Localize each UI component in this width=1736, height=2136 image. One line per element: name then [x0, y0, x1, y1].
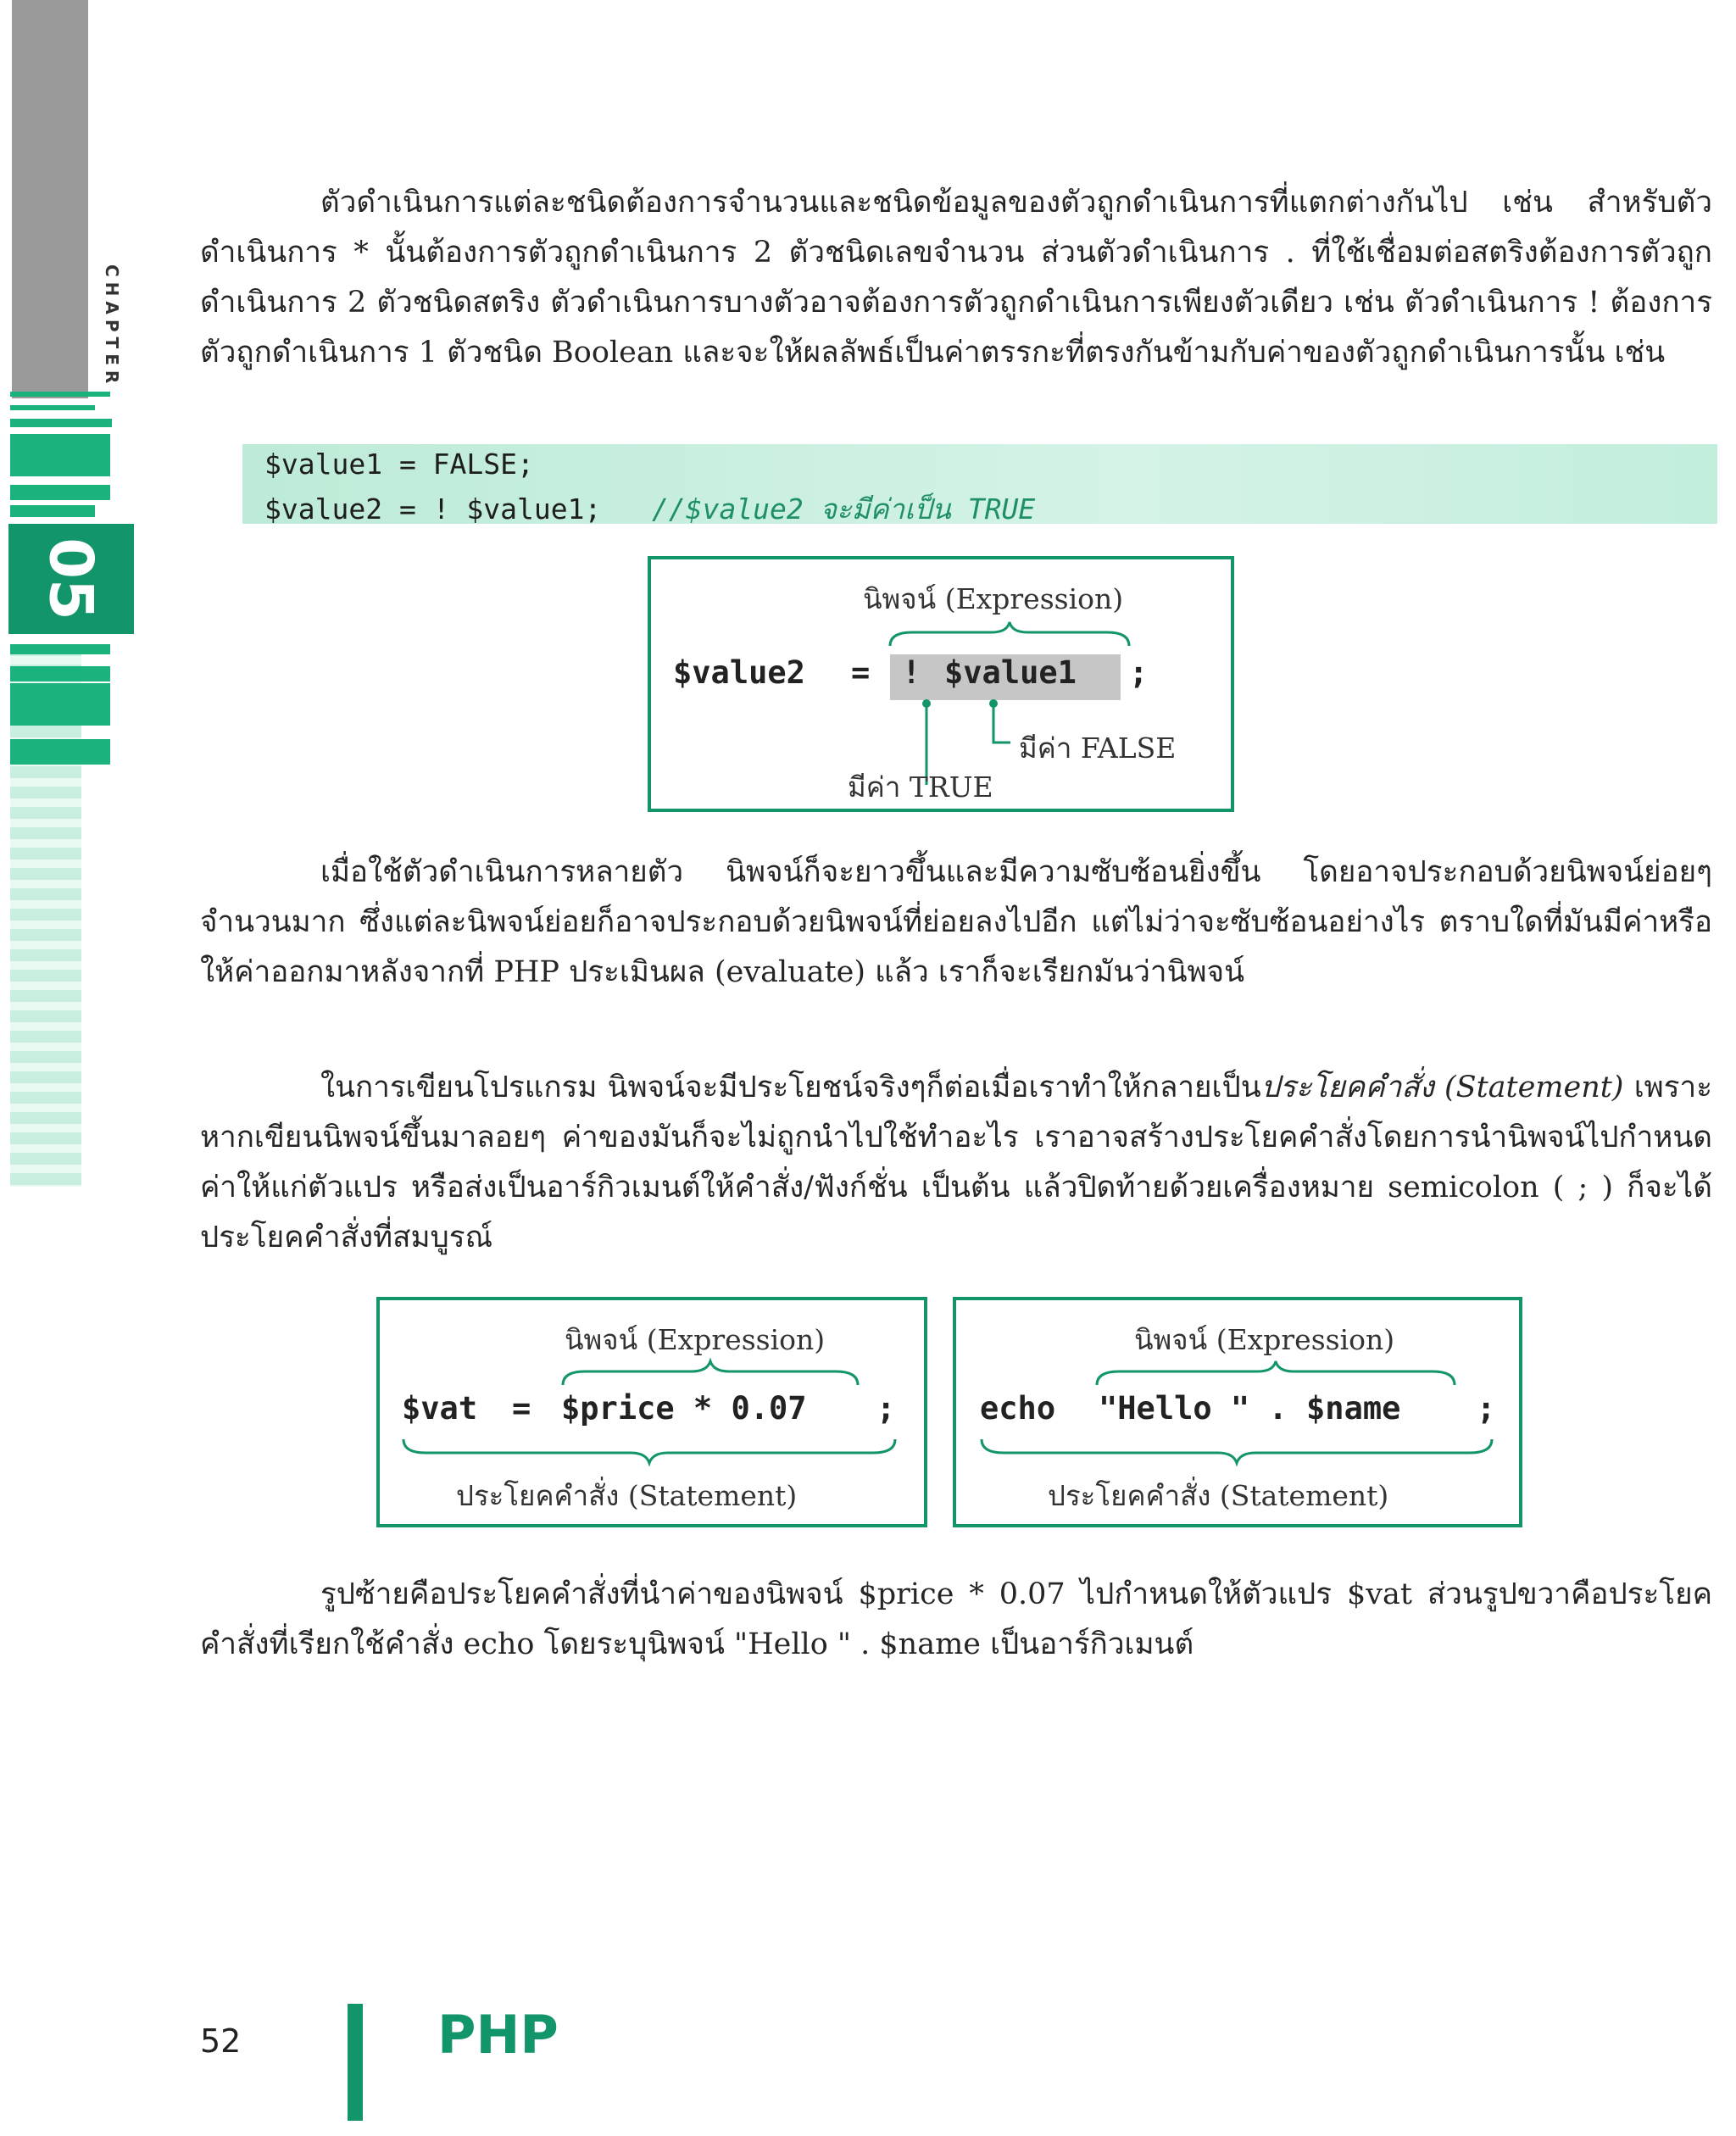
code-line-2 — [264, 487, 1035, 531]
expression-diagram-not — [648, 556, 1234, 812]
chapter-number: 05 — [36, 537, 106, 620]
paragraph-operators: ตัวดำเนินการแต่ละชนิดต้องการจำนวนและชนิดข้อมูลของตัวถูกดำเนินการที่แตกต่างกันไป เช่น สำหรับตัวดำเนินการ * นั้นต้องการตัวถูกดำเนินการ 2 ตัวชนิดเลขจำนวน ส่วนตัวดำเนินการ . ที่ใช้เชื่อมต่อสตริงต้องการตัวถูกดำเนินการ 2 ตัวชนิดสตริง ตัวดำเนินการบางตัวอาจต้องการตัวถูกดำเนินการเพียงตัวเดียว เช่น ตัวดำเนินการ ! ต้องการตัวถูกดำเนินการ 1 ตัวชนิด Boolean และจะให้ผลลัพธ์เป็นค่าตรรกะที่ตรงกันข้ามกับค่าของตัวถูกดำเนินการนั้น เช่น — [200, 186, 1712, 370]
expression-brace — [1093, 1358, 1458, 1388]
sidebar-gray-band — [12, 0, 88, 398]
sidebar-stripe — [10, 485, 110, 500]
sidebar-lower-band — [10, 644, 81, 1187]
chapter-label: CHAPTER — [102, 264, 122, 389]
annotation-true: มีค่า TRUE — [848, 770, 993, 804]
expression-code: $price * 0.07 — [561, 1390, 807, 1427]
expression-brace — [887, 619, 1132, 649]
not-operator: ! — [902, 654, 921, 691]
assign-operator: = — [512, 1390, 531, 1427]
paragraph-diagram-caption: รูปซ้ายคือประโยคคำสั่งที่นำค่าของนิพจน์ $price * 0.07 ไปกำหนดให้ตัวแปร $vat ส่วนรูปขวาคือประโยคคำสั่งที่เรียกใช้คำสั่ง echo โดยระบุนิพจน์ "Hello " . $name เป็นอาร์กิวเมนต์ — [200, 1577, 1712, 1661]
annotation-false: มีค่า FALSE — [1019, 731, 1177, 765]
paragraph-statements-part-b: เพราะหากเขียนนิพจน์ขึ้นมาลอยๆ ค่าของมันก็จะไม่ถูกนำไปใช้ทำอะไร เราอาจสร้างประโยคคำสั่งโดยการนำนิพจน์ไปกำหนดค่าให้แก่ตัวแปร หรือส่งเป็นอาร์กิวเมนต์ให้คำสั่ง/ฟังก์ชั่น เป็นต้น แล้วปิดท้ายด้วยเครื่องหมาย semicolon ( ; ) ก็จะได้ประโยคคำสั่งที่สมบูรณ์ — [200, 1071, 1712, 1254]
footer-bar — [348, 2004, 363, 2121]
statement-brace — [978, 1436, 1497, 1466]
code-line-1: $value1 = FALSE; — [264, 448, 534, 481]
statement-label: ประโยคคำสั่ง (Statement) — [1048, 1479, 1389, 1512]
assign-operator: = — [851, 654, 871, 691]
sidebar-green-block — [10, 739, 110, 765]
expression-brace — [559, 1358, 861, 1388]
sidebar-stripe — [10, 419, 112, 427]
expression-label: นิพจน์ (Expression) — [565, 1323, 826, 1356]
statement-diagram-echo — [953, 1297, 1522, 1527]
sidebar-green-block — [10, 666, 110, 681]
statement-semicolon: ; — [1129, 654, 1149, 691]
statement-term: ประโยคคำสั่ง (Statement) — [1260, 1071, 1624, 1104]
code-line-2-comment: //$value2 จะมีค่าเป็น TRUE — [651, 492, 1036, 526]
operand-variable: $value1 — [944, 654, 1077, 691]
sidebar-green-block — [10, 434, 110, 476]
code-line-2-statement: $value2 = ! $value1; — [264, 492, 602, 526]
sidebar-green-block — [10, 644, 110, 654]
paragraph-complex-expressions: เมื่อใช้ตัวดำเนินการหลายตัว นิพจน์ก็จะยาวขึ้นและมีความซับซ้อนยิ่งขึ้น โดยอาจประกอบด้วยนิพจน์ย่อยๆจำนวนมาก ซึ่งแต่ละนิพจน์ย่อยก็อาจประกอบด้วยนิพจน์ที่ย่อยลงไปอีก แต่ไม่ว่าจะซับซ้อนอย่างไร ตราบใดที่มันมีค่าหรือให้ค่าออกมาหลังจากที่ PHP ประเมินผล (evaluate) แล้ว เราก็จะเรียกมันว่านิพจน์ — [200, 855, 1712, 989]
statement-brace — [400, 1436, 900, 1466]
sidebar-stripe — [10, 405, 95, 410]
page-number: 52 — [200, 2022, 242, 2060]
statement-label: ประโยคคำสั่ง (Statement) — [456, 1479, 798, 1512]
chapter-number-tab — [8, 524, 134, 634]
paragraph-statements-part-a: ในการเขียนโปรแกรม นิพจน์จะมีประโยชน์จริงๆก็ต่อเมื่อเราทำให้กลายเป็น — [320, 1071, 1261, 1104]
echo-command: echo — [980, 1390, 1056, 1427]
expression-label: นิพจน์ (Expression) — [1134, 1323, 1395, 1356]
statement-diagram-vat — [376, 1297, 927, 1527]
expression-code: "Hello " . $name — [1099, 1390, 1401, 1427]
statement-semicolon: ; — [1477, 1390, 1496, 1427]
footer-book-title: PHP — [437, 2004, 559, 2066]
lhs-variable: $vat — [402, 1390, 478, 1427]
lhs-variable: $value2 — [673, 654, 805, 691]
sidebar-stripe — [10, 392, 110, 397]
paragraph-statements — [200, 1063, 1712, 1263]
sidebar-stripe — [10, 505, 95, 517]
sidebar-green-block — [10, 683, 110, 726]
expression-label: นิพจน์ (Expression) — [863, 582, 1124, 615]
statement-semicolon: ; — [876, 1390, 896, 1427]
